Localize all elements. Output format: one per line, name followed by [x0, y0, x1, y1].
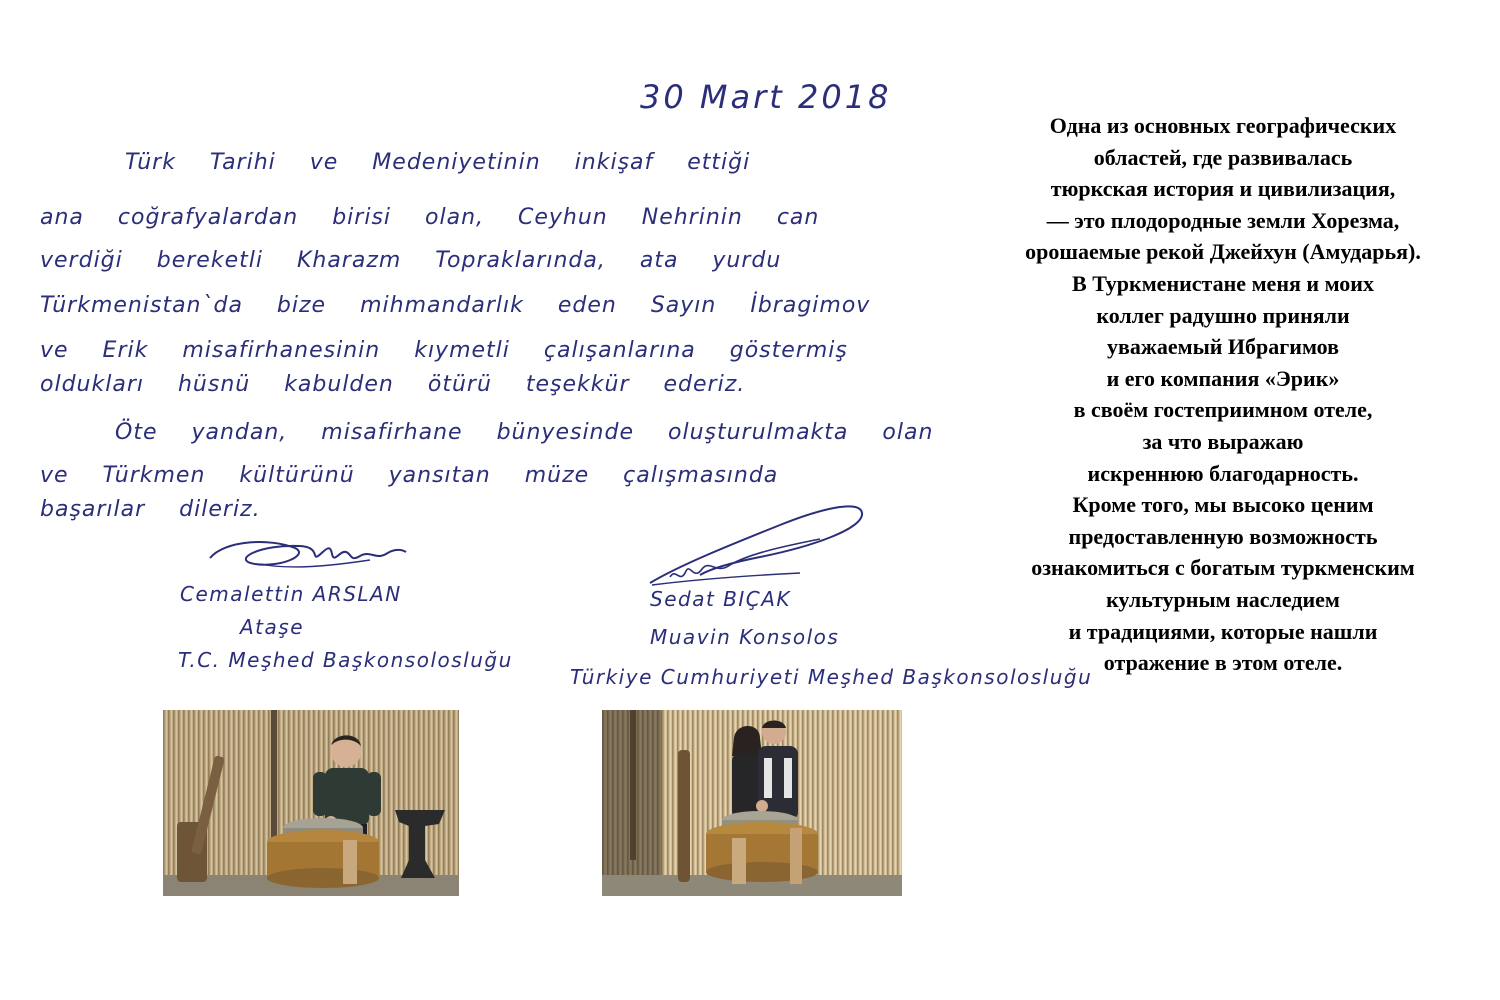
translation-line-17: и традициями, которые нашли: [1068, 618, 1378, 644]
signatory-2-title: Muavin Konsolos: [650, 625, 840, 649]
translation-line-2: областей, где развивалась: [1093, 144, 1353, 170]
translation-line-7: коллег радушно приняли: [1096, 302, 1350, 328]
translation-line-9: и его компания «Эрик»: [1106, 365, 1340, 391]
photo-1-image: [163, 710, 459, 896]
translation-line-16: культурным наследием: [1106, 586, 1340, 612]
photo-man-at-millstone: [163, 710, 459, 896]
letter-line-3: verdiği bereketli Kharazm Topraklarında, ata yurdu: [40, 248, 782, 273]
translation-line-15: ознакомиться с богатым туркменским: [1031, 555, 1415, 581]
signatory-2-office: Türkiye Cumhuriyeti Meşhed Başkonsolosluğu: [570, 665, 1093, 689]
signatory-2-name: Sedat BIÇAK: [650, 587, 792, 611]
letter-line-6: oldukları hüsnü kabulden ötürü teşekkür ederiz.: [40, 372, 746, 397]
russian-translation: [968, 110, 1478, 679]
translation-line-8: уважаемый Ибрагимов: [1107, 334, 1339, 360]
translation-line-12: искреннюю благодарность.: [1087, 460, 1359, 486]
translation-line-10: в своём гостеприимном отеле,: [1073, 397, 1373, 423]
translation-line-11: за что выражаю: [1142, 428, 1304, 454]
letter-line-5: ve Erik misafirhanesinin kıymetli çalışanlarına göstermiş: [40, 338, 848, 363]
signature-1: [200, 530, 430, 580]
translation-line-18: отражение в этом отеле.: [1103, 650, 1343, 676]
translation-line-1: Одна из основных географических: [1049, 113, 1397, 138]
signatory-1-office: T.C. Meşhed Başkonsolosluğu: [178, 648, 513, 672]
letter-line-2: ana coğrafyalardan birisi olan, Ceyhun Nehrinin can: [40, 205, 820, 230]
signatory-1-title: Ataşe: [240, 615, 305, 639]
letter-date: 30 Mart 2018: [640, 78, 892, 116]
photo-2-image: [602, 710, 902, 896]
translation-line-6: В Туркменистане меня и моих: [1072, 270, 1374, 296]
photo-couple-at-millstone: [602, 710, 902, 896]
letter-line-8: ve Türkmen kültürünü yansıtan müze çalışmasında: [40, 463, 779, 488]
signatory-1-name: Cemalettin ARSLAN: [180, 582, 402, 606]
letter-line-1: Türk Tarihi ve Medeniyetinin inkişaf ettiği: [125, 150, 751, 175]
translation-line-14: предоставленную возможность: [1068, 523, 1378, 549]
letter-line-4: Türkmenistan`da bize mihmandarlık eden Sayın İbragimov: [40, 293, 871, 318]
translation-line-13: Кроме того, мы высоко ценим: [1072, 492, 1374, 518]
translation-line-4: — это плодородные земли Хорезма,: [1046, 207, 1400, 233]
translation-line-5: орошаемые рекой Джейхун (Амударья).: [1025, 239, 1421, 265]
letter-line-9: başarılar dileriz.: [40, 497, 261, 522]
translation-line-3: тюркская история и цивилизация,: [1050, 176, 1396, 202]
letter-line-7: Öte yandan, misafirhane bünyesinde oluşturulmakta olan: [115, 420, 934, 445]
signature-2: [640, 495, 880, 595]
